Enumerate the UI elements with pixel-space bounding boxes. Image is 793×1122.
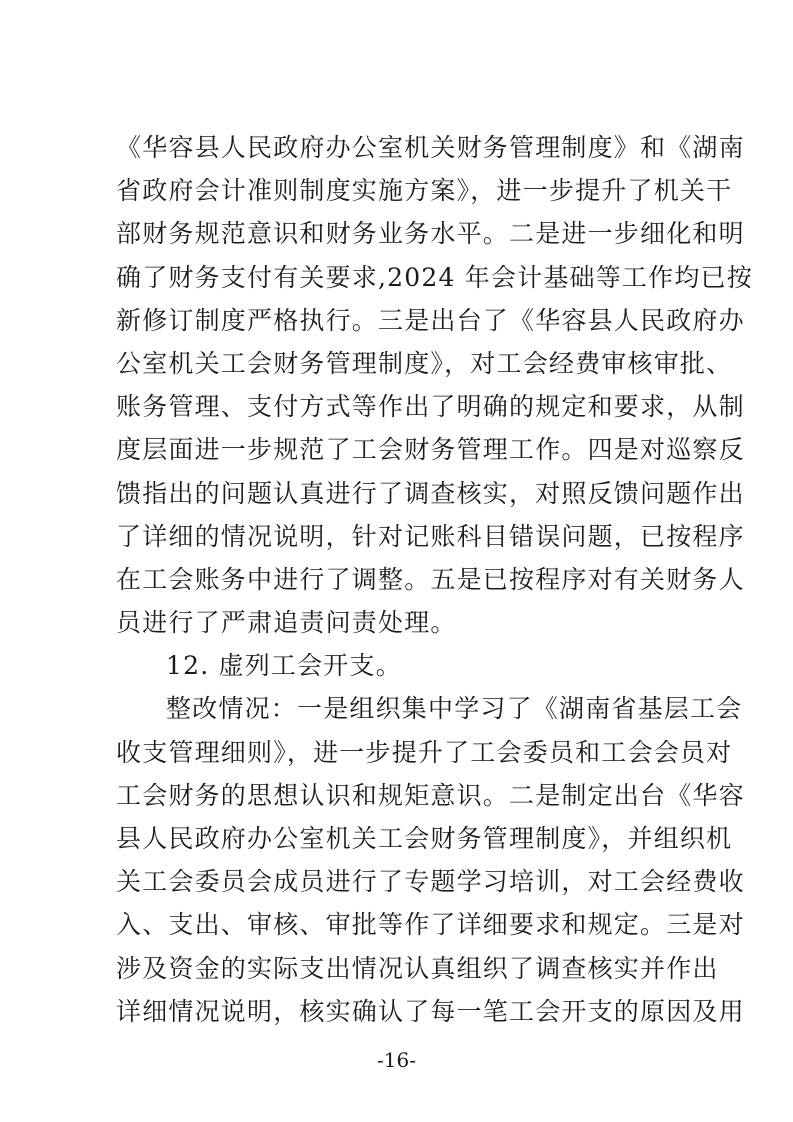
text-line: 关工会委员会成员进行了专题学习培训，对工会经费收 — [116, 867, 745, 897]
text-line: 在工会账务中进行了调整。五是已按程序对有关财务人 — [116, 564, 745, 594]
text-line: 收支管理细则》，进一步提升了工会委员和工会会员对 — [116, 737, 733, 767]
body-text — [116, 126, 753, 1033]
text-line: 详细情况说明，核实确认了每一笔工会开支的原因及用 — [116, 996, 745, 1026]
section-heading: 12. 虚列工会开支。 — [166, 651, 402, 681]
text-line: 工会财务的思想认识和规矩意识。二是制定出台《华容 — [116, 780, 745, 810]
text-line: 新修订制度严格执行。三是出台了《华容县人民政府办 — [116, 305, 745, 335]
text-line: 员进行了严肃追责问责处理。 — [116, 608, 457, 638]
text-line: 馈指出的问题认真进行了调查核实，对照反馈问题作出 — [116, 478, 745, 508]
text-line: 确了财务支付有关要求,2024 年会计基础等工作均已按 — [116, 262, 753, 292]
text-line: 整改情况：一是组织集中学习了《湖南省基层工会 — [166, 694, 743, 724]
text-line: 部财务规范意识和财务业务水平。二是进一步细化和明 — [116, 219, 745, 249]
text-line: 县人民政府办公室机关工会财务管理制度》，并组织机 — [116, 824, 733, 853]
text-line: 入、支出、审核、审批等作了详细要求和规定。三是对 — [116, 910, 745, 940]
text-line: 涉及资金的实际支出情况认真组织了调查核实并作出 — [116, 953, 719, 983]
page-number: -16- — [377, 1048, 416, 1072]
text-line: 《华容县人民政府办公室机关财务管理制度》和《湖南 — [116, 133, 745, 162]
text-line: 账务管理、支付方式等作出了明确的规定和要求，从制 — [116, 392, 745, 422]
text-line: 公室机关工会财务管理制度》，对工会经费审核审批、 — [116, 348, 733, 378]
text-line: 了详细的情况说明，针对记账科目错误问题，已按程序 — [116, 521, 745, 551]
text-line: 省政府会计准则制度实施方案》，进一步提升了机关干 — [116, 176, 733, 206]
text-line: 度层面进一步规范了工会财务管理工作。四是对巡察反 — [116, 435, 745, 465]
